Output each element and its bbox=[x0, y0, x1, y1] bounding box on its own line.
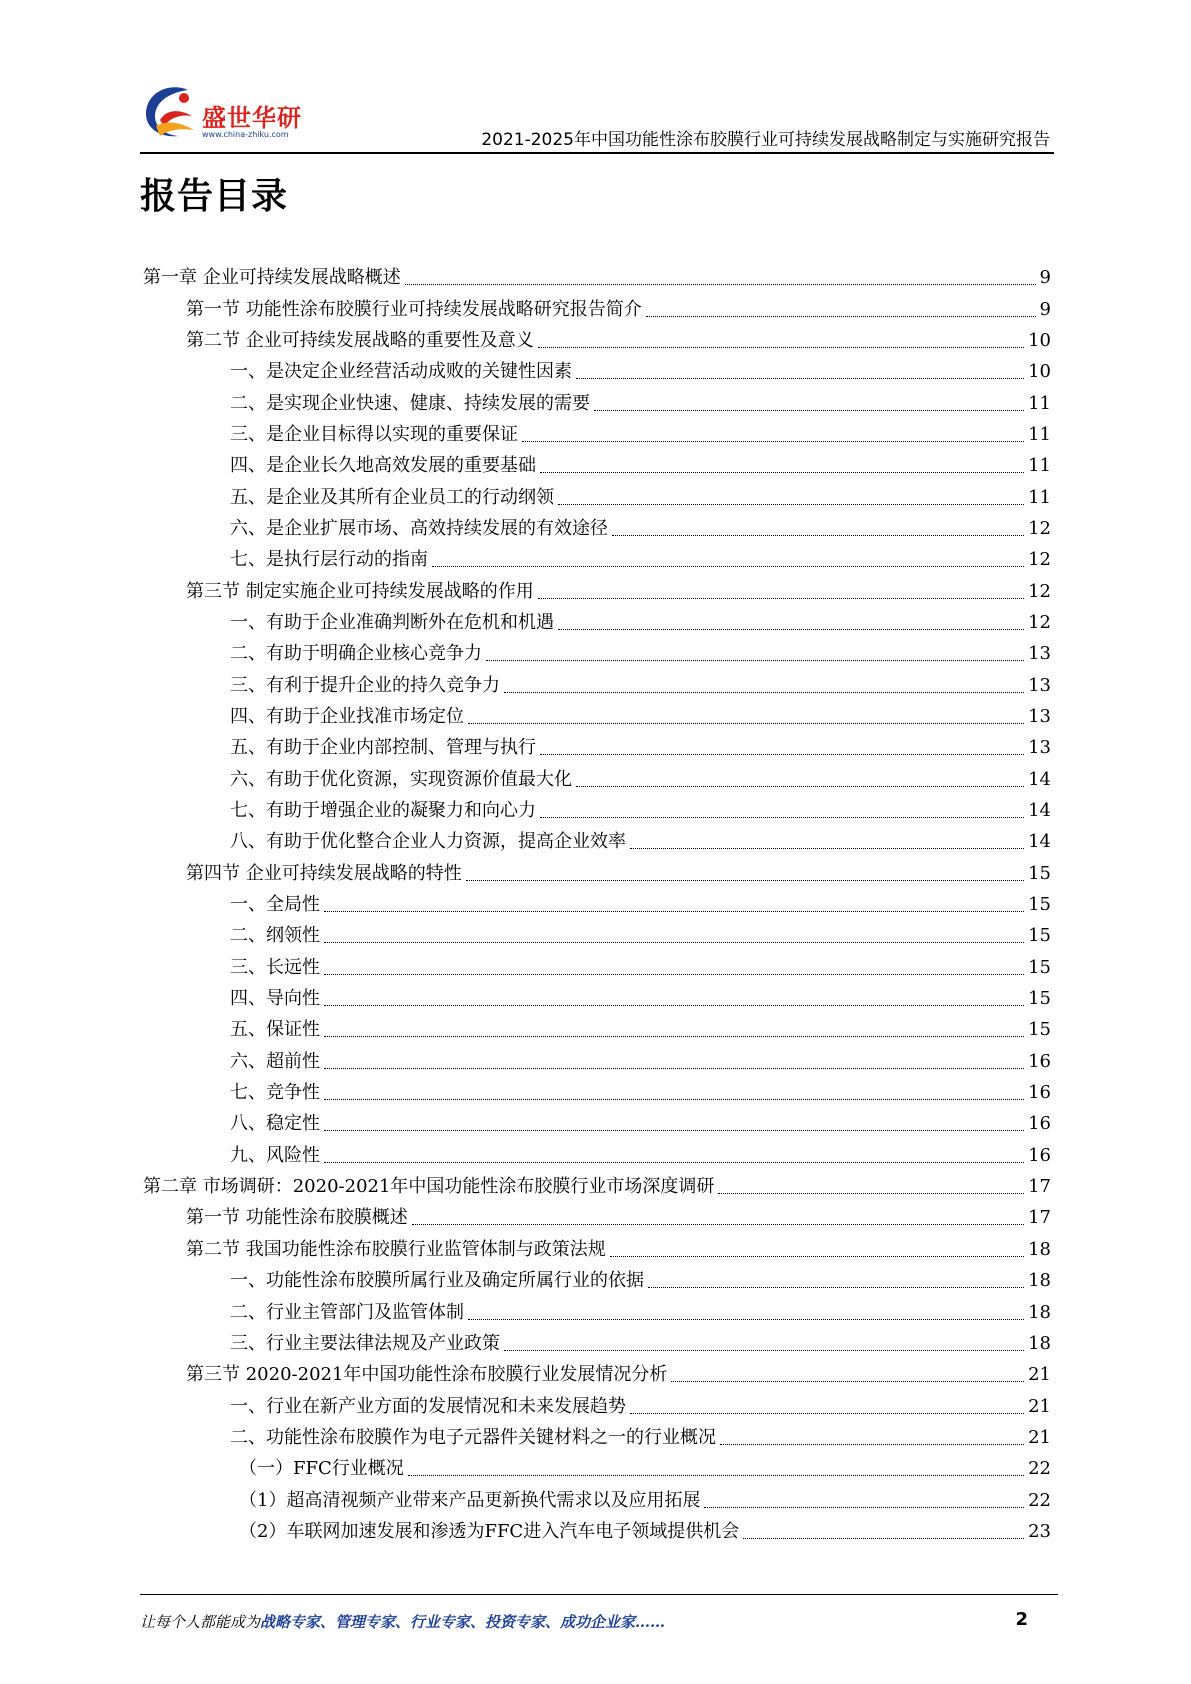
toc-entry-title: 一、行业在新产业方面的发展情况和未来发展趋势 bbox=[230, 1395, 626, 1417]
toc-entry[interactable] bbox=[143, 356, 1051, 387]
toc-entry-title: 六、超前性 bbox=[230, 1050, 320, 1072]
toc-entry-page: 12 bbox=[1028, 611, 1051, 633]
toc-entry[interactable] bbox=[143, 795, 1051, 826]
toc-leader-dots bbox=[646, 316, 1036, 317]
toc-entry[interactable] bbox=[143, 732, 1051, 763]
toc-entry-title: 五、有助于企业内部控制、管理与执行 bbox=[230, 737, 536, 759]
toc-entry-page: 13 bbox=[1028, 643, 1051, 665]
toc-leader-dots bbox=[324, 1005, 1024, 1006]
toc-entry-page: 22 bbox=[1028, 1458, 1051, 1480]
toc-entry[interactable] bbox=[143, 262, 1051, 293]
slogan-prefix: 让每个人都能成为 bbox=[140, 1613, 261, 1631]
toc-leader-dots bbox=[720, 1444, 1024, 1445]
toc-leader-dots bbox=[612, 535, 1024, 536]
toc-entry-page: 15 bbox=[1028, 862, 1051, 884]
toc-entry-page: 18 bbox=[1028, 1301, 1051, 1323]
toc-entry-title: 七、是执行层行动的指南 bbox=[230, 549, 428, 571]
page-footer bbox=[140, 1594, 1058, 1635]
toc-entry-title: 一、是决定企业经营活动成败的关键性因素 bbox=[230, 361, 572, 383]
toc-leader-dots bbox=[324, 974, 1024, 975]
toc-entry-page: 16 bbox=[1028, 1082, 1051, 1104]
toc-entry-page: 17 bbox=[1028, 1176, 1051, 1198]
toc-entry[interactable] bbox=[143, 387, 1051, 418]
toc-entry-page: 11 bbox=[1028, 392, 1051, 414]
toc-entry[interactable] bbox=[143, 701, 1051, 732]
toc-entry-title: 二、有助于明确企业核心竞争力 bbox=[230, 643, 482, 665]
toc-leader-dots bbox=[538, 598, 1024, 599]
footer-slogan bbox=[140, 1611, 665, 1632]
toc-leader-dots bbox=[671, 1381, 1024, 1382]
toc-entry-title: 六、是企业扩展市场、高效持续发展的有效途径 bbox=[230, 517, 608, 539]
toc-leader-dots bbox=[576, 786, 1024, 787]
toc-entry-title: 七、有助于增强企业的凝聚力和向心力 bbox=[230, 800, 536, 822]
toc-leader-dots bbox=[324, 1130, 1024, 1131]
toc-entry[interactable] bbox=[143, 544, 1051, 575]
toc-entry-page: 10 bbox=[1028, 329, 1051, 351]
logo-emblem-icon bbox=[140, 80, 202, 144]
toc-entry-page: 13 bbox=[1028, 737, 1051, 759]
toc-entry-title: 第一节 功能性涂布胶膜行业可持续发展战略研究报告简介 bbox=[186, 298, 642, 320]
toc-entry-title: 第一节 功能性涂布胶膜概述 bbox=[186, 1207, 408, 1229]
toc-entry-title: 三、是企业目标得以实现的重要保证 bbox=[230, 423, 518, 445]
toc-leader-dots bbox=[504, 692, 1024, 693]
toc-entry-title: 七、竞争性 bbox=[230, 1082, 320, 1104]
toc-leader-dots bbox=[522, 441, 1024, 442]
toc-leader-dots bbox=[324, 1162, 1024, 1163]
toc-entry-page: 16 bbox=[1028, 1144, 1051, 1166]
toc-entry-title: 九、风险性 bbox=[230, 1144, 320, 1166]
toc-entry[interactable] bbox=[143, 1359, 1051, 1390]
toc-entry-page: 12 bbox=[1028, 549, 1051, 571]
toc-leader-dots bbox=[540, 754, 1024, 755]
toc-leader-dots bbox=[594, 410, 1024, 411]
toc-entry[interactable] bbox=[143, 1014, 1051, 1045]
toc-entry[interactable] bbox=[143, 1453, 1051, 1484]
toc-entry-title: 一、全局性 bbox=[230, 894, 320, 916]
slogan-highlight: 战略专家、管理专家、行业专家、投资专家、成功企业家…… bbox=[260, 1613, 666, 1631]
toc-entry[interactable] bbox=[143, 1202, 1051, 1233]
toc-leader-dots bbox=[718, 1193, 1024, 1194]
toc-entry[interactable] bbox=[143, 419, 1051, 450]
toc-entry-title: 三、有利于提升企业的持久竞争力 bbox=[230, 674, 500, 696]
toc-entry-page: 16 bbox=[1028, 1113, 1051, 1135]
toc-leader-dots bbox=[486, 660, 1024, 661]
toc-leader-dots bbox=[538, 347, 1024, 348]
toc-entry-title: 二、是实现企业快速、健康、持续发展的需要 bbox=[230, 392, 590, 414]
toc-leader-dots bbox=[324, 1099, 1024, 1100]
toc-leader-dots bbox=[466, 880, 1024, 881]
page-title: 报告目录 bbox=[140, 176, 289, 217]
toc-entry-title: 四、有助于企业找准市场定位 bbox=[230, 705, 464, 727]
toc-entry-page: 9 bbox=[1039, 298, 1051, 320]
toc-leader-dots bbox=[558, 504, 1024, 505]
toc-leader-dots bbox=[540, 472, 1024, 473]
toc-entry-title: 第二章 市场调研：2020-2021年中国功能性涂布胶膜行业市场深度调研 bbox=[143, 1176, 715, 1198]
toc-leader-dots bbox=[576, 378, 1024, 379]
toc-entry[interactable] bbox=[143, 293, 1051, 324]
toc-entry[interactable] bbox=[143, 1234, 1051, 1265]
toc-entry[interactable] bbox=[143, 858, 1051, 889]
logo-url: www.china-zhiku.com bbox=[202, 130, 289, 139]
toc-leader-dots bbox=[648, 1287, 1024, 1288]
toc-entry[interactable] bbox=[143, 1390, 1051, 1421]
toc-entry-page: 10 bbox=[1028, 361, 1051, 383]
toc-entry-page: 12 bbox=[1028, 517, 1051, 539]
toc-entry-page: 18 bbox=[1028, 1238, 1051, 1260]
toc-entry[interactable] bbox=[143, 920, 1051, 951]
toc-entry-page: 23 bbox=[1028, 1520, 1051, 1542]
toc-entry[interactable] bbox=[143, 1265, 1051, 1296]
toc-entry[interactable] bbox=[143, 1108, 1051, 1139]
toc-entry-page: 22 bbox=[1028, 1489, 1051, 1511]
toc-entry-page: 21 bbox=[1028, 1426, 1051, 1448]
toc-entry-title: 八、有助于优化整合企业人力资源，提高企业效率 bbox=[230, 831, 626, 853]
toc-leader-dots bbox=[324, 1036, 1024, 1037]
toc-entry-page: 12 bbox=[1028, 580, 1051, 602]
toc-entry[interactable] bbox=[143, 1484, 1051, 1515]
toc-entry-page: 14 bbox=[1028, 768, 1051, 790]
toc-entry-title: 三、长远性 bbox=[230, 956, 320, 978]
toc-entry-title: （1）超高清视频产业带来产品更新换代需求以及应用拓展 bbox=[239, 1489, 701, 1511]
toc-entry-page: 15 bbox=[1028, 1019, 1051, 1041]
toc-entry-page: 13 bbox=[1028, 674, 1051, 696]
toc-entry[interactable] bbox=[143, 983, 1051, 1014]
toc-entry[interactable] bbox=[143, 952, 1051, 983]
toc-entry[interactable] bbox=[143, 826, 1051, 857]
toc-entry[interactable] bbox=[143, 1140, 1051, 1171]
toc-leader-dots bbox=[630, 848, 1024, 849]
toc-leader-dots bbox=[630, 1413, 1024, 1414]
toc-entry-title: 三、行业主要法律法规及产业政策 bbox=[230, 1332, 500, 1354]
toc-leader-dots bbox=[324, 942, 1024, 943]
table-of-contents bbox=[143, 262, 1051, 1547]
toc-entry-title: 四、是企业长久地高效发展的重要基础 bbox=[230, 455, 536, 477]
toc-leader-dots bbox=[412, 1224, 1024, 1225]
toc-entry-title: 第四节 企业可持续发展战略的特性 bbox=[186, 862, 462, 884]
toc-leader-dots bbox=[610, 1256, 1024, 1257]
toc-entry-page: 18 bbox=[1028, 1332, 1051, 1354]
company-logo bbox=[140, 80, 310, 146]
toc-entry-page: 11 bbox=[1028, 423, 1051, 445]
toc-entry[interactable] bbox=[143, 1422, 1051, 1453]
toc-entry-title: 一、有助于企业准确判断外在危机和机遇 bbox=[230, 611, 554, 633]
toc-entry[interactable] bbox=[143, 450, 1051, 481]
toc-leader-dots bbox=[324, 911, 1024, 912]
toc-leader-dots bbox=[504, 1350, 1024, 1351]
toc-entry[interactable] bbox=[143, 669, 1051, 700]
toc-leader-dots bbox=[540, 817, 1024, 818]
toc-entry-page: 18 bbox=[1028, 1270, 1051, 1292]
toc-leader-dots bbox=[408, 1475, 1024, 1476]
toc-entry-title: 四、导向性 bbox=[230, 988, 320, 1010]
toc-leader-dots bbox=[432, 566, 1024, 567]
toc-entry-title: 六、有助于优化资源，实现资源价值最大化 bbox=[230, 768, 572, 790]
toc-entry[interactable] bbox=[143, 638, 1051, 669]
page-number: 2 bbox=[1015, 1609, 1028, 1630]
toc-leader-dots bbox=[743, 1538, 1024, 1539]
toc-entry[interactable] bbox=[143, 1328, 1051, 1359]
toc-leader-dots bbox=[704, 1507, 1024, 1508]
toc-entry-title: 一、功能性涂布胶膜所属行业及确定所属行业的依据 bbox=[230, 1270, 644, 1292]
toc-entry[interactable] bbox=[143, 481, 1051, 512]
toc-entry-title: 第三节 制定实施企业可持续发展战略的作用 bbox=[186, 580, 534, 602]
toc-entry-title: 二、行业主管部门及监管体制 bbox=[230, 1301, 464, 1323]
toc-leader-dots bbox=[468, 1319, 1024, 1320]
toc-entry-title: 第二节 企业可持续发展战略的重要性及意义 bbox=[186, 329, 534, 351]
report-title: 2021-2025年中国功能性涂布胶膜行业可持续发展战略制定与实施研究报告 bbox=[481, 130, 1050, 150]
toc-leader-dots bbox=[324, 1068, 1024, 1069]
toc-entry-page: 21 bbox=[1028, 1395, 1051, 1417]
toc-leader-dots bbox=[405, 284, 1036, 285]
toc-entry-title: 五、保证性 bbox=[230, 1019, 320, 1041]
toc-entry-page: 15 bbox=[1028, 894, 1051, 916]
toc-entry-page: 9 bbox=[1039, 267, 1051, 289]
toc-entry[interactable] bbox=[143, 1046, 1051, 1077]
toc-entry-page: 16 bbox=[1028, 1050, 1051, 1072]
toc-entry-page: 15 bbox=[1028, 988, 1051, 1010]
toc-entry-page: 21 bbox=[1028, 1364, 1051, 1386]
toc-entry-title: 第二节 我国功能性涂布胶膜行业监管体制与政策法规 bbox=[186, 1238, 606, 1260]
toc-entry-page: 15 bbox=[1028, 925, 1051, 947]
toc-entry-page: 14 bbox=[1028, 800, 1051, 822]
toc-entry-title: 五、是企业及其所有企业员工的行动纲领 bbox=[230, 486, 554, 508]
toc-entry-title: （2）车联网加速发展和渗透为FFC进入汽车电子领域提供机会 bbox=[239, 1520, 740, 1542]
logo-name: 盛世华研 bbox=[202, 104, 302, 132]
toc-entry[interactable] bbox=[143, 1516, 1051, 1547]
toc-entry-title: 八、稳定性 bbox=[230, 1113, 320, 1135]
toc-entry-page: 11 bbox=[1028, 486, 1051, 508]
page-header bbox=[140, 80, 1054, 154]
toc-entry[interactable] bbox=[143, 889, 1051, 920]
toc-entry[interactable] bbox=[143, 764, 1051, 795]
toc-entry-title: 第三节 2020-2021年中国功能性涂布胶膜行业发展情况分析 bbox=[186, 1364, 668, 1386]
toc-entry-title: （一）FFC行业概况 bbox=[239, 1458, 404, 1480]
toc-entry-page: 17 bbox=[1028, 1207, 1051, 1229]
toc-entry-page: 13 bbox=[1028, 705, 1051, 727]
toc-entry-title: 二、功能性涂布胶膜作为电子元器件关键材料之一的行业概况 bbox=[230, 1426, 716, 1448]
toc-entry-page: 15 bbox=[1028, 956, 1051, 978]
toc-entry[interactable] bbox=[143, 325, 1051, 356]
toc-entry[interactable] bbox=[143, 575, 1051, 606]
toc-entry-title: 第一章 企业可持续发展战略概述 bbox=[143, 267, 401, 289]
toc-entry-page: 14 bbox=[1028, 831, 1051, 853]
toc-leader-dots bbox=[558, 629, 1024, 630]
toc-entry-title: 二、纲领性 bbox=[230, 925, 320, 947]
toc-entry[interactable] bbox=[143, 1296, 1051, 1327]
toc-entry-page: 11 bbox=[1028, 455, 1051, 477]
toc-entry[interactable] bbox=[143, 1171, 1051, 1202]
toc-entry[interactable] bbox=[143, 1077, 1051, 1108]
toc-entry[interactable] bbox=[143, 513, 1051, 544]
toc-entry[interactable] bbox=[143, 607, 1051, 638]
toc-leader-dots bbox=[468, 723, 1024, 724]
